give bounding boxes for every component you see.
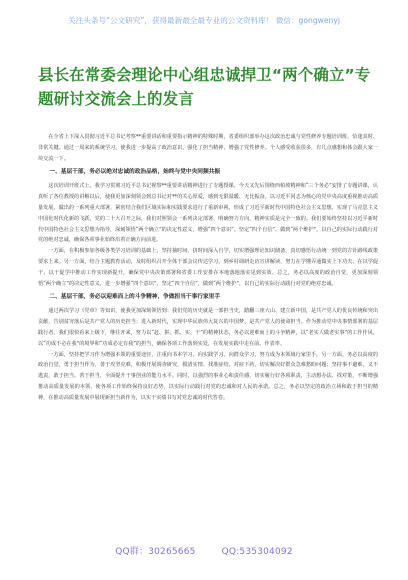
footer-contact xyxy=(0,544,408,557)
section-heading: 二、基层干部，务必以迎难而上的斗争精神，争做担当干事行家里手 xyxy=(49,294,221,301)
section-heading: 一、基层干部，务必以绝对忠诚的政治品格，始终与党中央同频共振 xyxy=(49,169,221,176)
body-paragraph: 这次培训开班式上，我学习贯彻习近平总书记视察**重要讲话精神进行了专题授课。今天又先后围绕西柏坡精神和“三个务必”安排了专题讲课，认真听了各位教授的讲解以后，使我更加深刻领会到总书记对**的关心厚爱，感到无限温暖、无比振奋。以习近平同志为核心的党中央高度重视推动高质量发展，做出的一系列重大部署，紧密结合我们区域实际和实践要求进行了重新审视，形成了习近平新时代中国特色社会主义思想，实现了马克思主义中国化时代化新的飞跃，党的二十大召开之际，我们对照领会一系列决定部署，明确努力方向，精神实质是完全一致的。我们要始终坚持以习近平新时代中国特色社会主义思想为指导，深刻领悟“两个确立”的决定性意义，增强“四个意识”、坚定“四个自信”、做到“两个维护”，以自己的实际行动践行对党的绝对忠诚，确保各项事业始终沿着正确方向前进。 xyxy=(38,183,378,244)
document-title: 县长在常委会理论中心组忠诚捍卫“两个确立”专题研讨交流会上的发言 xyxy=(38,66,371,108)
header-banner xyxy=(0,10,408,32)
banner-text: 关注头条号“公文研究”，获得最新最全最专业的公文资料库！ 微信：gongwenyj xyxy=(68,16,340,25)
document-body xyxy=(38,132,378,404)
qq-text: QQ:535304092 xyxy=(221,547,293,557)
intro-paragraph: 在全省上下深入贯彻习近平总书记考察**重要讲话和重要指示精神的特殊时期，省委组织部举办这次政治忠诚与党性修养专题培训班，恰逢其时、非常关键。通过一周来的系统学习，使我进一步提高了政治意识，强化了担当精神，增强了党性修养。个人感受收获很多，有几点感想和体会跟大家一块交流一下。 xyxy=(38,134,378,162)
body-paragraph: 一方面，坚持把学习作为增强本领的重要途径，注重向书本学习、向实践学习、向群众学习，努力成为本领域行家里手。另一方面，务必以高度的政治自觉，勇于担当作为，善于攻坚克难，积极开展调查研究，摸清实情、找准症结、对症下药，切实解决好群众急难愁盼问题；坚持事不避难、义不逃责，敢于担当、善于担当，全面提升干事创业的能力水平。同时，以强烈的事业心和责任感，切实履行好各项职责，主动想办法、找对策，不断增强推动高质量发展的本领，使各项工作始终保持良好态势，以实际行动践行对党的忠诚和对人民的承诺。总之，务必以坚定的政治立场和敢于担当的精神，在推动高质量发展中展现新担当新作为，以实干实绩书写对党忠诚的时代答卷。 xyxy=(38,351,378,401)
body-paragraph: 通过两次学习《党章》等知识，使我更加深刻领悟到：我们党的历史就是一部担当史，踏翻三座大山、建立新中国，是共产党人的优良传统和突出贡献，告别贫穷落后是共产党人的历史担当；进入新时代，实现中华民族伟大复兴的中国梦，是共产党人的使命担当。作为推动党中央事情部署的基层践行者，我们很快看来上级下，继往开来，努力以“赶、拼、抓、实、干”的精神状态，务必以迎难而上的斗争精神，以“老实人做老实事”的工作作风，以“功成不必在我”的境界和“功成必定有我”的担当，确保各项工作落到实处，在发展实践中走在前、作表率。 xyxy=(38,308,378,347)
qq-group-text: QQ群：30265665 xyxy=(115,547,196,557)
body-paragraph: 一方面，在积极参加各级各类学习培训的基础上，坚持抽时间、挤时间深入自学，切实增强理论知识储备，真切感悟行动统一到党的方针路线政策要求上来。另一方面，结合主题教育活动，及时组织召开全体干部会议传达学习，到乡村调研走访宣讲解读，努力在学懂弄通做实上下功夫，在以学促干、以干促学中推动工作实现新提升，确保党中央决策部署和省委工作安排在本地落地落实见到实效。总之，务必以高度的政治自觉，更加深刻领悟“两个确立”的决定性意义，进一步增强“四个意识”，坚定“四个自信”，做到“两个维护”，以自己的实际行动践行对党的绝对忠诚。 xyxy=(38,248,378,287)
